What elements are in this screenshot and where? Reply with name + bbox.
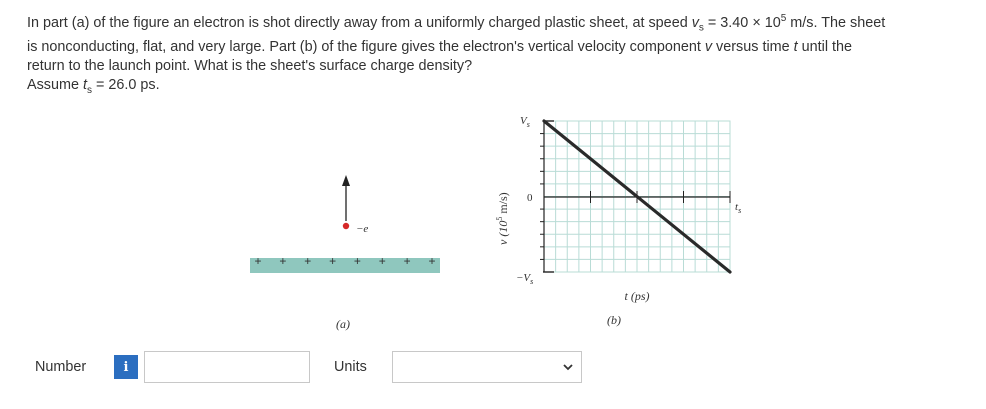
tick-label-top <box>520 115 530 129</box>
y-axis-unit: m/s) <box>496 192 510 217</box>
ts-axis-label <box>735 201 741 215</box>
problem-text: Assume <box>27 76 83 93</box>
t-symbol: t <box>793 38 798 55</box>
tick-top-main: V <box>520 115 527 127</box>
exponent: 5 <box>780 13 787 24</box>
y-axis-label-main: v (10 <box>496 220 510 245</box>
problem-text: = 26.0 ps. <box>91 76 160 93</box>
ts-main: t <box>735 201 739 213</box>
caption-b: (b) <box>607 313 621 327</box>
y-axis-label <box>495 192 510 245</box>
plus-sign: + <box>329 254 337 268</box>
vs-symbol: v <box>691 14 699 31</box>
plus-sign: + <box>254 254 262 268</box>
number-input[interactable] <box>144 351 310 383</box>
plus-sign: + <box>353 254 361 268</box>
problem-text: = 3.40 × 10 <box>703 14 781 31</box>
tick-top-sub: s <box>526 120 530 129</box>
tick-bottom-main: −V <box>516 272 531 284</box>
x-axis-label <box>625 289 650 303</box>
tick-bottom-sub: s <box>530 277 534 286</box>
ts-subscript: s <box>86 84 92 96</box>
units-select[interactable] <box>392 351 582 383</box>
figure-b <box>495 115 741 327</box>
problem-text: m/s. The sheet <box>786 14 886 31</box>
plus-sign: + <box>428 254 436 268</box>
ts-sub: s <box>738 206 742 215</box>
plus-sign: + <box>279 254 287 268</box>
x-axis-label-text: t (ps) <box>624 289 650 303</box>
ts-symbol: t <box>82 76 87 93</box>
electron-dot <box>343 223 349 229</box>
y-axis-exponent: 5 <box>495 216 504 221</box>
caption-a: (a) <box>336 317 350 331</box>
info-icon[interactable] <box>114 355 138 379</box>
velocity-arrow-head-icon <box>342 175 350 186</box>
plus-sign: + <box>378 254 386 268</box>
tick-label-bottom <box>516 272 533 286</box>
figure-a <box>250 175 440 331</box>
info-glyph: i <box>123 359 129 375</box>
number-label: Number <box>35 359 87 375</box>
v-symbol: v <box>704 38 713 55</box>
problem-text: is nonconducting, flat, and very large. Part (b) of the figure gives the electron's vertical velocity component <box>27 38 705 55</box>
plus-sign: + <box>304 254 312 268</box>
problem-text: In part (a) of the figure an electron is shot directly away from a uniformly charged plastic sheet, at speed <box>27 14 692 31</box>
chevron-down-icon <box>561 360 575 374</box>
tick-label-zero: 0 <box>527 192 533 204</box>
plus-sign: + <box>403 254 411 268</box>
electron-charge-label: −e <box>356 223 369 235</box>
answer-row <box>0 349 986 385</box>
problem-text: until the <box>797 38 853 55</box>
problem-text: return to the launch point. What is the sheet's surface charge density? <box>27 57 473 74</box>
units-label: Units <box>334 359 367 375</box>
problem-text: versus time <box>712 38 794 55</box>
vs-subscript: s <box>698 22 704 34</box>
